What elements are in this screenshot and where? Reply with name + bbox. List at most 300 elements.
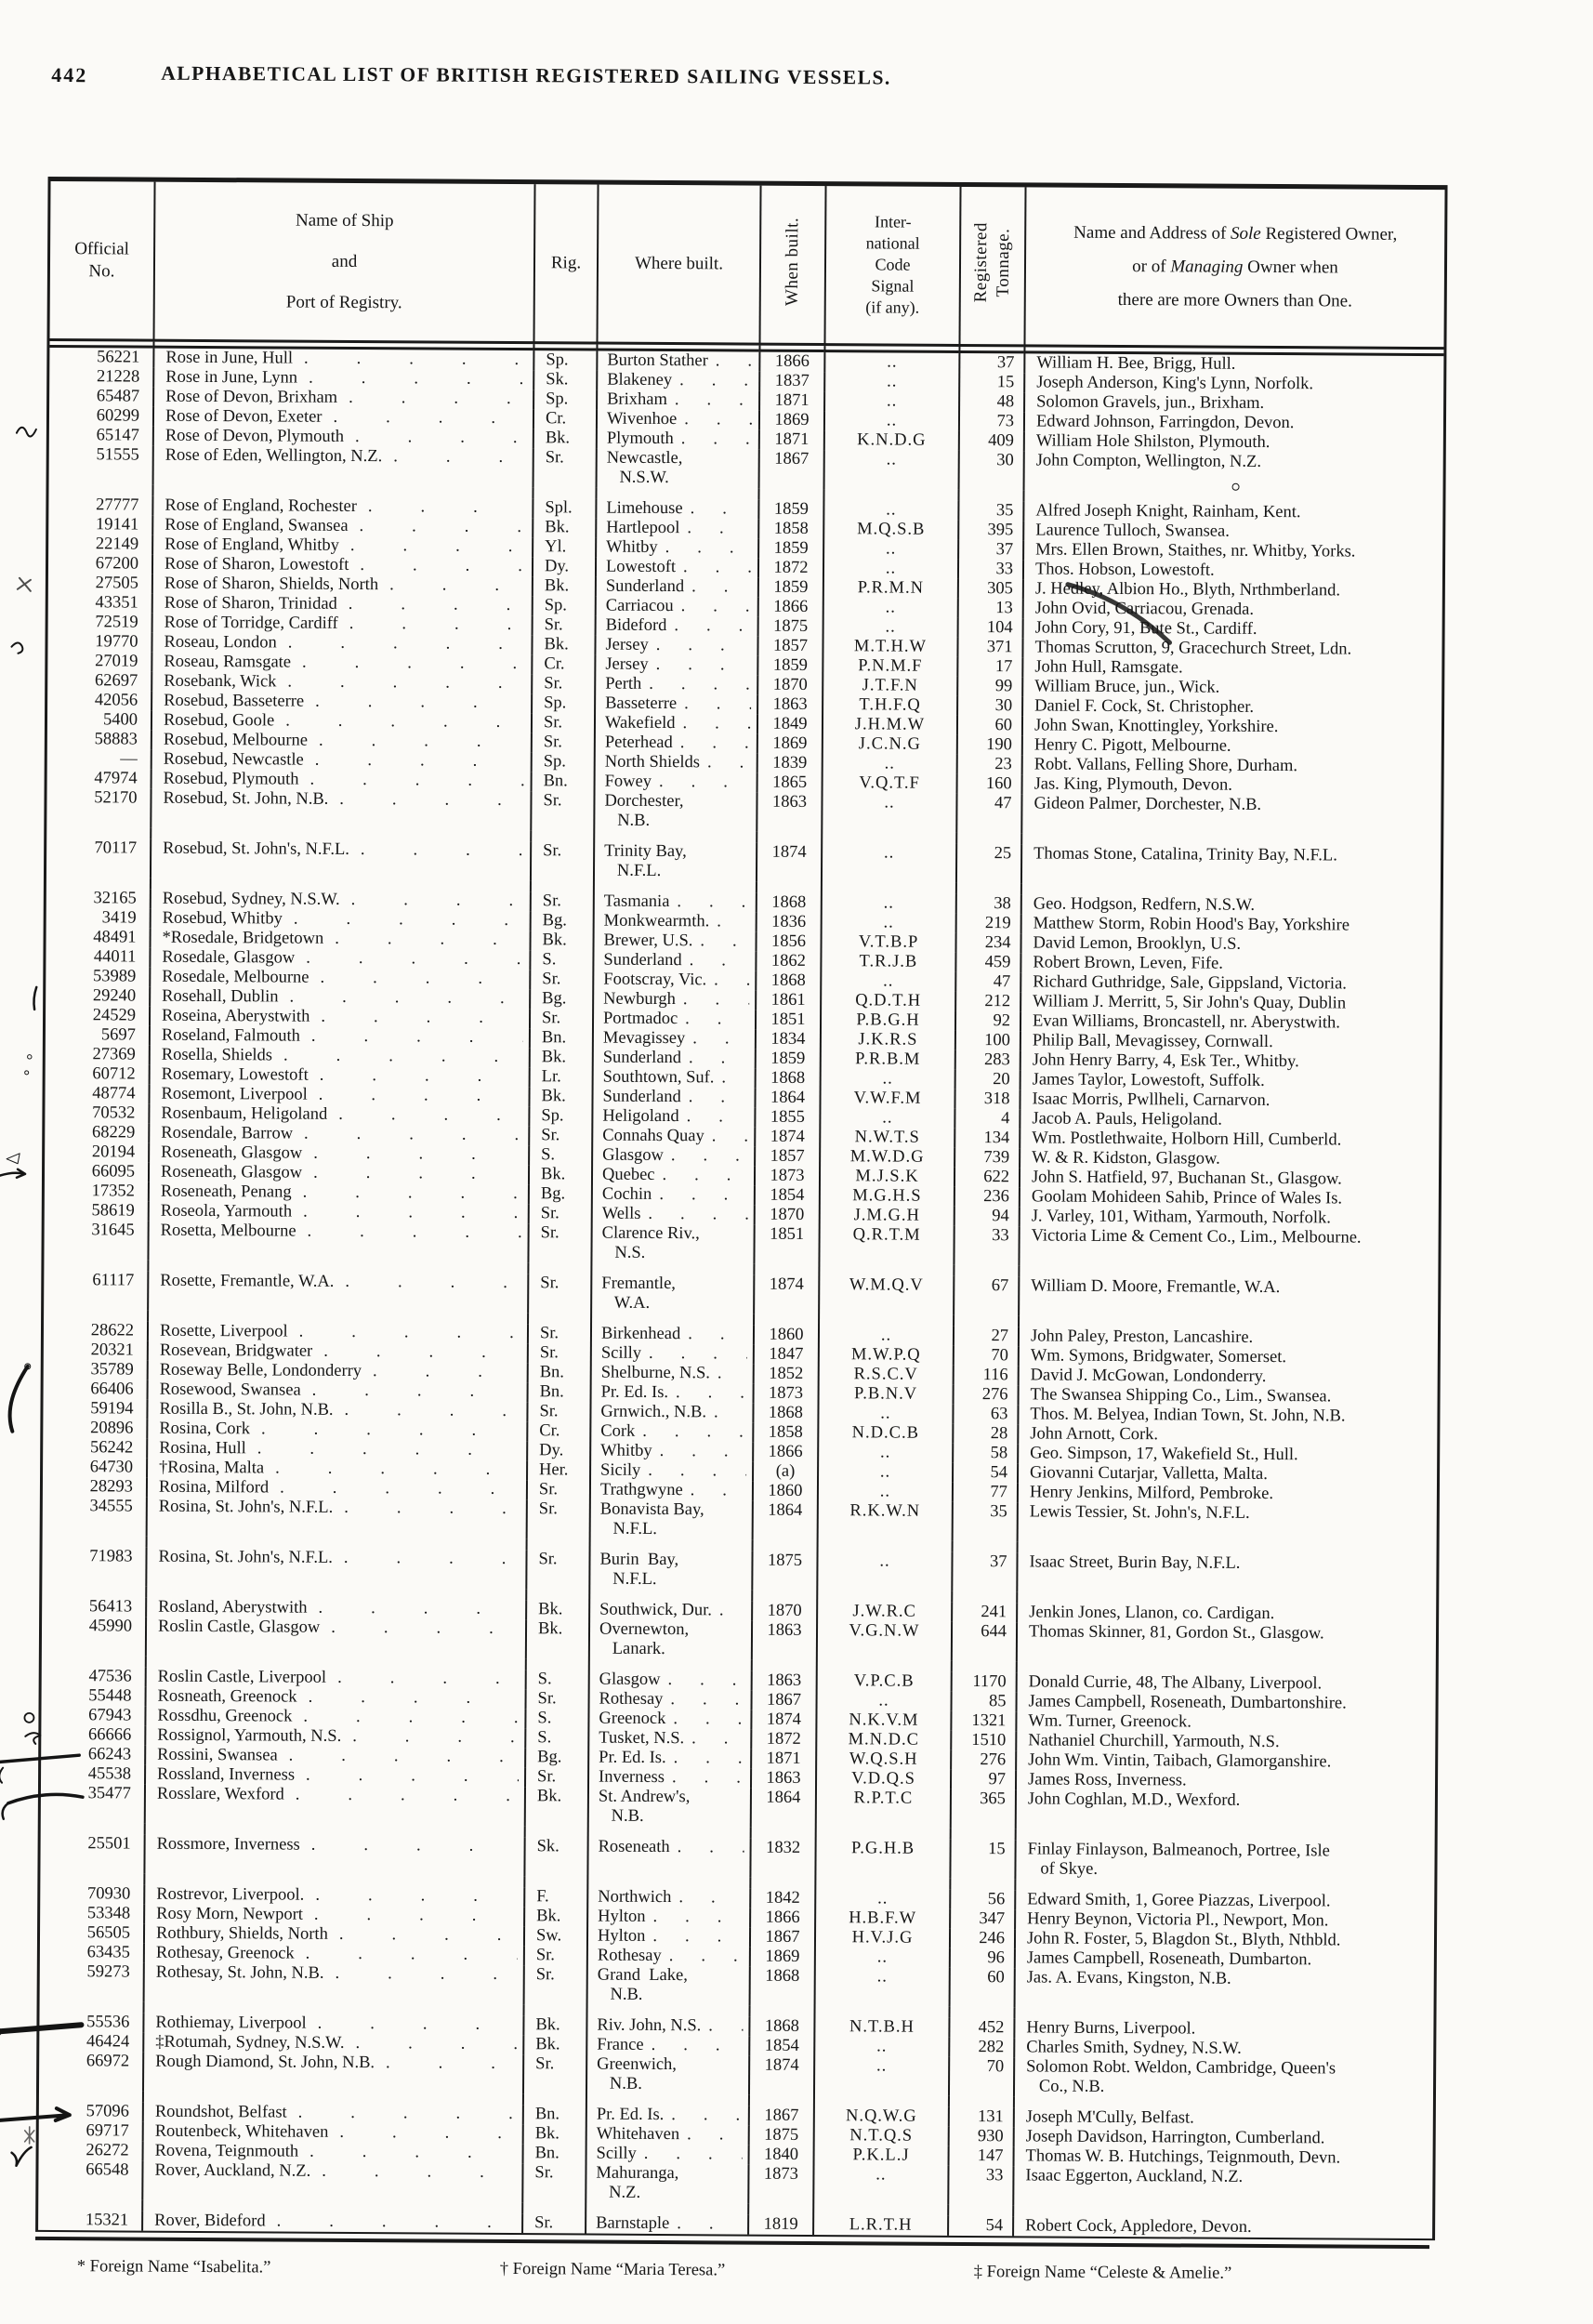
where-built-cell-text: Southwick, Dur. <box>599 1600 712 1620</box>
code-signal-cell: .. <box>814 1889 949 1909</box>
when-built-cell: 1866 <box>758 352 823 372</box>
leader-dots <box>672 371 753 391</box>
official-no-cell: 70930 <box>86 1884 131 1904</box>
ship-name-cell-text: Rossmore, Inverness <box>156 1834 300 1855</box>
rig-cell: Sk. <box>533 370 596 390</box>
ship-name-cell-text: Roundshot, Belfast <box>154 2102 287 2122</box>
when-built-cell: 1840 <box>748 2146 813 2165</box>
group-gap-row-cell <box>595 488 757 500</box>
group-gap-row-cell <box>586 1877 749 1889</box>
rig-cell: Cr. <box>533 409 596 429</box>
leader-dots <box>382 447 527 468</box>
rig-cell: Sr. <box>531 733 594 752</box>
where-built-cell <box>590 1383 753 1404</box>
owner-cell: Henry Beynon, Victoria Pl., Newport, Mon. <box>1014 1909 1434 1932</box>
code-signal-cell: M.W.P.Q <box>818 1345 953 1366</box>
ship-name-cell-text: Rosneath, Greenock <box>157 1686 297 1707</box>
owner-cell: John S. Hatfield, 97, Buchanan St., Glasgow. <box>1019 1168 1439 1190</box>
leader-dots <box>310 2162 516 2183</box>
leader-dots <box>288 1323 521 1344</box>
rig-cell: Spl. <box>532 498 595 518</box>
leader-dots <box>299 771 525 791</box>
col-header-tonnage: Registered Tonnage. <box>958 187 1024 347</box>
where-built-cell: Dorchester, N.B. <box>593 792 756 832</box>
tonnage-cell: 56 <box>949 1890 1014 1909</box>
official-no-cell: 24529 <box>92 1006 137 1025</box>
owner-cell: Jas. King, Plymouth, Devon. <box>1021 774 1442 797</box>
leader-dots <box>344 2034 517 2054</box>
tonnage-cell: 1510 <box>950 1731 1015 1750</box>
ship-name-cell-text: Rosina, Cork <box>159 1419 251 1439</box>
ship-name-cell-text: Roslin Castle, Liverpool <box>157 1667 327 1687</box>
ship-name-cell-text: Rosebud, Goole <box>163 710 275 731</box>
where-built-cell-text: Cork <box>600 1421 636 1441</box>
where-built-cell <box>586 2125 748 2146</box>
official-no-cell: 35477 <box>87 1784 132 1803</box>
group-gap-row-cell <box>949 1879 1014 1890</box>
ship-name-cell <box>151 555 532 576</box>
official-no-cell: 65487 <box>96 387 140 406</box>
rig-cell: Sr. <box>526 1402 589 1421</box>
rig-cell: Sp. <box>531 693 594 713</box>
ship-name-cell <box>152 427 533 448</box>
when-built-cell: 1866 <box>757 598 823 617</box>
leader-dots <box>303 1906 518 1926</box>
leader-dots <box>309 1066 523 1087</box>
leader-dots <box>292 1183 522 1205</box>
owner-cell: Isaac Morris, Pwllheli, Carnarvon. <box>1019 1089 1439 1112</box>
code-signal-cell: V.D.Q.S <box>815 1769 950 1789</box>
tonnage-cell: 644 <box>951 1622 1016 1661</box>
when-built-cell: 1873 <box>753 1384 818 1404</box>
page-title: ALPHABETICAL LIST OF BRITISH REGISTERED SAILING VESSELS. <box>161 61 891 89</box>
code-signal-cell: N.T.B.H <box>813 2017 948 2038</box>
ship-name-cell-text: Rosy Morn, Newport <box>156 1904 303 1924</box>
leader-dots <box>677 410 753 429</box>
official-no-cell: 27505 <box>95 574 138 593</box>
where-built-cell <box>591 1185 754 1206</box>
where-built-cell <box>594 636 757 656</box>
leader-dots <box>338 614 526 635</box>
ship-name-cell <box>149 1007 529 1028</box>
leader-dots <box>278 1746 520 1767</box>
owner-cell: Robert Brown, Leven, Fife. <box>1020 953 1440 975</box>
where-built-cell: Mahuranga, N.Z. <box>585 2164 747 2204</box>
group-gap-row-cell <box>953 1315 1018 1327</box>
rig-cell: Sr. <box>532 615 595 635</box>
ship-name-cell-text: Rosette, Liverpool <box>159 1321 288 1341</box>
tonnage-cell: 930 <box>948 2127 1013 2146</box>
group-gap-row-cell <box>815 1828 950 1840</box>
official-no-cell: 17352 <box>91 1182 135 1201</box>
ship-name-cell-text: Rosedale, Glasgow <box>162 947 296 968</box>
group-gap-row-cell <box>43 1536 146 1548</box>
where-built-cell <box>595 519 757 539</box>
where-built-cell <box>595 597 757 617</box>
tonnage-cell: 739 <box>954 1148 1019 1168</box>
official-no-cell: 5400 <box>102 710 138 730</box>
ship-name-cell <box>149 1026 529 1048</box>
where-built-cell-text: Footscray, Vic. <box>603 970 707 990</box>
group-gap-row-cell <box>951 1661 1016 1672</box>
rig-cell: Sr. <box>521 2163 585 2202</box>
leader-dots <box>667 390 753 411</box>
where-built-cell <box>590 1364 753 1384</box>
tonnage-cell: 283 <box>954 1050 1020 1070</box>
ship-name-cell-text: Rosilla B., St. John, N.B. <box>159 1399 334 1419</box>
ship-name-cell-text: Rose of Devon, Brixham <box>165 387 338 407</box>
when-built-cell: 1858 <box>757 520 823 539</box>
pen-mark <box>0 1768 3 1783</box>
leader-dots <box>663 1690 744 1710</box>
ship-name-cell <box>143 1944 523 1965</box>
where-built-cell-text: Portmadoc <box>602 1009 678 1029</box>
vessel-register-table-wrap <box>35 177 1442 2249</box>
leader-dots <box>700 753 751 772</box>
where-built-cell-text: Greenock <box>599 1709 666 1729</box>
code-signal-cell: K.N.D.G <box>823 430 958 451</box>
rig-cell: Bn. <box>522 2105 586 2124</box>
rig-cell: Sr. <box>524 1767 587 1787</box>
tonnage-cell: 94 <box>954 1207 1019 1226</box>
official-no-cell: 66666 <box>88 1725 132 1745</box>
tonnage-cell: 73 <box>958 412 1023 431</box>
ship-name-cell <box>143 1963 523 2004</box>
ship-name-cell-text: Rothesay, Greenock <box>155 1943 295 1963</box>
code-signal-cell: .. <box>823 617 957 638</box>
leader-dots <box>302 1144 522 1165</box>
leader-dots <box>309 1008 523 1028</box>
leader-dots <box>635 1422 746 1443</box>
owner-cell: Joseph Anderson, King's Lynn, Norfolk. <box>1023 373 1443 395</box>
ship-name-cell <box>147 1322 527 1343</box>
leader-dots <box>292 1203 522 1224</box>
group-gap-row-cell <box>957 490 1022 501</box>
where-built-cell <box>589 1481 752 1501</box>
ship-name-cell <box>146 1419 526 1441</box>
leader-dots <box>644 2036 744 2056</box>
when-built-cell: 1863 <box>751 1621 816 1660</box>
when-built-cell: 1863 <box>751 1671 816 1691</box>
group-gap-row-cell <box>948 2007 1013 2018</box>
leader-dots <box>645 1908 744 1928</box>
group-gap-row-cell <box>42 1586 145 1598</box>
owner-cell: Goolam Mohideen Sahib, Prince of Wales Is. <box>1019 1187 1439 1209</box>
official-no-cell: 53989 <box>93 967 137 986</box>
leader-dots <box>339 536 526 557</box>
code-signal-cell: P.R.B.M <box>820 1050 954 1070</box>
when-built-cell: 1863 <box>756 793 821 832</box>
code-signal-cell: .. <box>823 559 957 579</box>
tonnage-cell: 1170 <box>951 1672 1016 1692</box>
rig-cell: Bn. <box>531 772 594 791</box>
tonnage-cell: 147 <box>948 2146 1013 2166</box>
official-no-cell: 5697 <box>100 1025 136 1045</box>
ship-name-cell-text: Rough Diamond, St. John, N.B. <box>155 2052 375 2073</box>
group-gap-row-cell <box>813 2006 948 2018</box>
ship-name-cell-text: Rosewood, Swansea <box>159 1380 301 1400</box>
ship-name-cell <box>144 1785 524 1826</box>
official-no-cell: 27369 <box>92 1045 136 1064</box>
leader-dots <box>683 1481 746 1500</box>
page-header <box>51 61 1464 107</box>
tonnage-cell: 409 <box>958 431 1023 451</box>
code-signal-cell: R.K.W.N <box>817 1501 952 1541</box>
ship-name-cell-text: Rose of Sharon, Trinidad <box>164 593 337 614</box>
group-gap-row-cell <box>816 1591 951 1603</box>
col-header-code-signal: Inter- national Code Signal (if any). <box>823 186 959 347</box>
official-no-cell: 64730 <box>89 1458 134 1477</box>
official-no-cell: 42056 <box>94 691 138 710</box>
tonnage-cell: 104 <box>957 618 1022 638</box>
tonnage-cell: 234 <box>954 933 1020 953</box>
group-gap-row-cell <box>593 831 756 843</box>
leader-dots <box>714 1068 748 1088</box>
where-built-cell <box>595 558 757 578</box>
leader-dots <box>300 1027 523 1048</box>
pen-mark <box>12 2147 32 2166</box>
where-built-cell-text: Whitby <box>606 537 658 557</box>
ship-name-cell-text: Rosebud, Sydney, N.S.W. <box>162 889 340 909</box>
leader-dots <box>665 1710 744 1730</box>
code-signal-cell: V.Q.T.F <box>822 773 956 794</box>
group-gap-row-cell <box>44 1260 147 1272</box>
tonnage-cell: 23 <box>956 755 1021 774</box>
leader-dots <box>674 597 752 617</box>
where-built-cell-text: Riv. John, N.S. <box>597 2015 702 2036</box>
code-signal-cell: .. <box>823 539 957 560</box>
leader-dots <box>327 1105 522 1126</box>
group-gap-row-cell <box>952 1541 1017 1552</box>
col-header-official-no: Official No. <box>49 181 153 342</box>
code-signal-cell: P.K.L.J <box>813 2146 948 2166</box>
ship-name-cell-text: Rose in June, Lynn <box>165 367 298 388</box>
official-no-cell: 60299 <box>96 406 140 426</box>
rig-cell: Bg. <box>524 1748 587 1767</box>
owner-cell: The Swansea Shipping Co., Lim., Swansea. <box>1018 1385 1438 1407</box>
tonnage-cell: 38 <box>955 894 1020 914</box>
rig-cell: Sr. <box>526 1480 589 1499</box>
code-signal-cell: Q.D.T.H <box>820 991 954 1011</box>
owner-cell: James Ross, Inverness. <box>1015 1770 1435 1792</box>
code-signal-cell: M.W.D.G <box>819 1147 954 1168</box>
official-no-cell: 66548 <box>86 2160 129 2180</box>
leader-dots <box>669 2214 742 2234</box>
ship-name-cell <box>152 446 533 487</box>
tonnage-cell: 100 <box>954 1031 1020 1050</box>
where-built-cell-text: Birkenhead <box>600 1324 681 1344</box>
ship-name-cell <box>152 368 533 390</box>
owner-cell: John R. Foster, 5, Blagdon St., Blyth, Nthbld. <box>1014 1929 1434 1951</box>
rig-cell: Sw. <box>523 1926 586 1946</box>
group-gap-row-cell <box>588 1659 751 1671</box>
code-signal-cell: M.T.H.W <box>822 637 956 657</box>
tonnage-cell: 236 <box>954 1187 1019 1207</box>
where-built-cell-text: Whitby <box>600 1441 652 1460</box>
code-signal-cell: .. <box>818 1326 953 1346</box>
ship-name-cell <box>142 2053 522 2093</box>
footnote-celeste-amelie: ‡ Foreign Name “Celeste & Amelie.” <box>973 2263 1232 2283</box>
ship-name-cell-text: †Rosina, Malta <box>159 1458 265 1478</box>
ship-name-cell <box>142 2142 522 2163</box>
leader-dots <box>674 429 753 450</box>
tonnage-cell: 97 <box>950 1770 1015 1789</box>
rig-cell: Sr. <box>521 2213 585 2233</box>
code-signal-cell: .. <box>819 1108 954 1129</box>
code-signal-cell: V.T.B.P <box>820 932 954 953</box>
ship-name-cell <box>146 1439 526 1460</box>
ship-name-cell <box>145 1687 525 1709</box>
group-gap-row-cell <box>753 1314 818 1326</box>
group-gap-row-cell <box>522 2004 586 2015</box>
when-built-cell: 1864 <box>754 1089 819 1108</box>
leader-dots <box>320 1618 520 1639</box>
ship-name-cell <box>151 633 531 654</box>
leader-dots <box>670 1838 744 1857</box>
official-no-cell: 70117 <box>94 838 138 858</box>
code-signal-cell: .. <box>821 913 955 933</box>
ship-name-cell <box>141 2212 521 2233</box>
owner-cell: William D. Moore, Fremantle, W.A. <box>1018 1276 1438 1318</box>
ship-name-cell-text: Rosebud, Basseterre <box>164 691 305 711</box>
when-built-cell: 1837 <box>758 372 823 391</box>
tonnage-cell: 276 <box>953 1385 1018 1405</box>
where-built-cell-text: Glasgow <box>599 1670 661 1690</box>
where-built-cell <box>592 1068 755 1089</box>
owner-cell: Geo. Simpson, 17, Wakefield St., Hull. <box>1017 1444 1437 1466</box>
ship-name-cell-text: Rosina, Milford <box>158 1477 270 1498</box>
code-signal-cell: .. <box>813 2056 948 2096</box>
tonnage-cell: 54 <box>952 1463 1017 1483</box>
where-built-cell-text: France <box>597 2035 644 2054</box>
leader-dots <box>304 693 525 713</box>
official-no-cell: 65147 <box>96 426 139 445</box>
where-built-cell <box>592 1029 755 1050</box>
ship-name-cell-text: Rosette, Fremantle, W.A. <box>160 1271 335 1291</box>
when-built-cell: 1852 <box>753 1365 818 1384</box>
ship-name-cell <box>150 929 530 950</box>
ship-name-cell <box>142 2033 522 2054</box>
ship-name-cell <box>146 1478 526 1499</box>
where-built-cell-text: Whitehaven <box>596 2124 680 2145</box>
pen-mark <box>11 642 22 653</box>
group-gap-row-cell <box>40 2001 143 2014</box>
where-built-cell: St. Andrew's, N.B. <box>587 1788 750 1828</box>
official-no-cell: 53348 <box>86 1904 131 1923</box>
owner-cell: William Bruce, jun., Wick. <box>1021 677 1442 699</box>
leader-dots <box>333 1549 520 1569</box>
where-built-cell <box>590 1344 753 1365</box>
where-built-cell <box>595 577 757 598</box>
rig-cell: F. <box>523 1887 586 1907</box>
rig-cell: Bk. <box>522 2035 586 2054</box>
where-built-cell <box>586 2106 748 2126</box>
when-built-cell: 1874 <box>756 843 821 882</box>
rig-cell: Sr. <box>527 1223 590 1262</box>
ship-name-cell <box>142 2014 522 2035</box>
ship-name-cell-text: Rosslare, Wexford <box>156 1784 284 1804</box>
where-built-cell <box>590 1325 753 1345</box>
group-gap-row-cell <box>955 883 1020 894</box>
leader-dots <box>679 519 752 538</box>
leader-dots <box>328 2123 516 2144</box>
leader-dots <box>679 1107 749 1127</box>
leader-dots <box>269 1478 520 1499</box>
owner-cell: Thomas Skinner, 81, Gordon St., Glasgow. <box>1016 1622 1436 1664</box>
where-built-cell <box>587 1768 750 1789</box>
ship-name-cell <box>147 1221 527 1262</box>
code-signal-cell: .. <box>817 1462 952 1483</box>
ship-name-cell <box>152 407 533 429</box>
ship-name-cell-text: Rossland, Inverness <box>157 1764 296 1785</box>
official-no-cell: 20321 <box>90 1340 134 1360</box>
where-built-cell <box>594 772 757 793</box>
when-built-cell: 1875 <box>757 617 823 637</box>
group-gap-row-cell <box>751 1660 816 1671</box>
rig-cell: Bk. <box>522 2015 586 2035</box>
owner-cell: David Lemon, Brooklyn, U.S. <box>1020 933 1440 956</box>
leader-dots <box>685 1029 749 1049</box>
tonnage-cell: 77 <box>952 1483 1017 1502</box>
rig-cell: Sp. <box>532 596 595 615</box>
owner-cell: Evan Williams, Broncastell, nr. Aberystwith. <box>1020 1011 1440 1034</box>
ship-name-cell <box>151 496 532 518</box>
rig-cell: Sr. <box>531 674 594 693</box>
code-signal-cell: Q.R.T.M <box>818 1225 953 1265</box>
pen-mark <box>3 1803 8 1819</box>
where-built-cell <box>592 990 755 1010</box>
leader-dots <box>309 969 523 989</box>
pen-dot <box>28 1055 32 1059</box>
ship-name-cell-text: Rosebud, Plymouth <box>163 769 299 789</box>
tonnage-cell: 27 <box>953 1327 1018 1346</box>
rig-cell: Bg. <box>528 1184 591 1204</box>
group-gap-row-cell <box>586 2094 748 2106</box>
official-no-cell: 66095 <box>91 1162 136 1182</box>
group-gap-row-cell <box>821 832 955 844</box>
ship-name-cell-text: Rosebank, Wick <box>164 671 277 692</box>
owner-cell: Joseph Davidson, Harrington, Cumberland. <box>1013 2127 1433 2149</box>
ship-name-cell-text: Rosebud, St. John's, N.F.L. <box>163 838 349 859</box>
code-signal-cell: J.W.R.C <box>816 1602 951 1622</box>
group-gap-row-cell <box>823 489 957 501</box>
tonnage-cell: 371 <box>956 638 1021 657</box>
when-built-cell: 1865 <box>757 773 822 793</box>
official-no-cell: 27777 <box>96 495 139 515</box>
when-built-cell: 1871 <box>758 391 823 411</box>
where-built-cell <box>586 1947 749 1967</box>
tonnage-cell: 85 <box>951 1692 1016 1711</box>
owner-cell: Gideon Palmer, Dorchester, N.B. <box>1020 794 1441 836</box>
when-built-cell: 1851 <box>755 1010 820 1030</box>
tonnage-cell: 35 <box>957 501 1022 521</box>
group-gap-row-cell <box>813 2095 948 2107</box>
tonnage-cell: 219 <box>955 914 1020 933</box>
where-built-cell <box>589 1422 752 1443</box>
rig-cell: Bn. <box>527 1363 590 1382</box>
group-gap-row-cell <box>817 1540 952 1552</box>
rig-cell: Sr. <box>523 1965 586 2004</box>
leader-dots <box>710 1364 747 1383</box>
official-no-cell: 19141 <box>95 515 139 535</box>
official-no-cell: 68229 <box>91 1123 136 1142</box>
group-gap-row-cell <box>522 2093 586 2105</box>
where-built-cell-text: Shelburne, N.S. <box>600 1363 710 1383</box>
where-built-cell-text: Perth <box>605 674 642 693</box>
ship-name-cell-text: Rossignol, Yarmouth, N.S. <box>157 1725 342 1746</box>
ship-name-cell <box>150 909 530 931</box>
rig-cell: Bn. <box>522 2144 586 2163</box>
